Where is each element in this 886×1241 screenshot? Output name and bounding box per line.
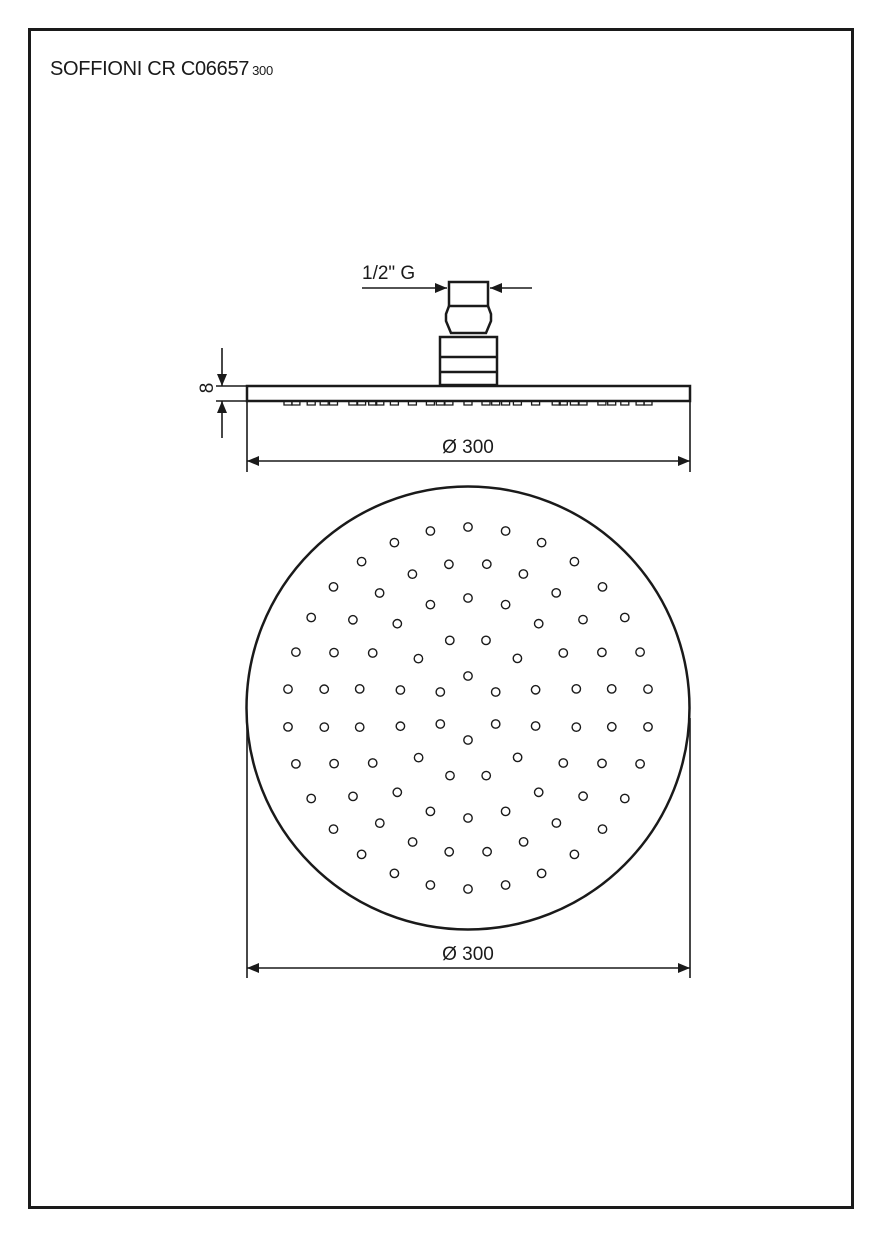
nozzle-hole xyxy=(501,527,509,535)
nozzle-hole xyxy=(446,636,454,644)
nozzle-hole xyxy=(636,760,644,768)
nozzle-hole xyxy=(357,557,365,565)
nozzle-hole xyxy=(552,589,560,597)
connector-nut xyxy=(446,306,491,333)
nozzle-hole xyxy=(482,636,490,644)
nozzle-hole xyxy=(446,771,454,779)
nozzle-hole xyxy=(608,685,616,693)
nozzle-hole xyxy=(570,850,578,858)
nozzle-hole xyxy=(414,753,422,761)
nozzle-hole xyxy=(329,825,337,833)
nozzle-hole xyxy=(483,560,491,568)
shower-head-side-view xyxy=(247,386,690,405)
nozzle-hole xyxy=(537,538,545,546)
nozzle-hole xyxy=(513,753,521,761)
nozzle-hole xyxy=(357,850,365,858)
nozzle-hole xyxy=(644,685,652,693)
nozzle-hole xyxy=(307,613,315,621)
nozzle-hole xyxy=(492,720,500,728)
nozzle-hole xyxy=(376,819,384,827)
nozzle-hole xyxy=(598,648,606,656)
nozzle-hole xyxy=(492,688,500,696)
nozzle-hole xyxy=(644,723,652,731)
shower-arm-connector xyxy=(440,282,497,385)
nozzle-pattern xyxy=(284,523,652,893)
nozzle-hole xyxy=(396,722,404,730)
nozzle-hole xyxy=(501,600,509,608)
nozzle-hole xyxy=(464,523,472,531)
nozzle-hole xyxy=(608,723,616,731)
nozzle-hole xyxy=(483,848,491,856)
nozzle-hole xyxy=(375,589,383,597)
nozzle-hole xyxy=(426,527,434,535)
nozzle-hole xyxy=(320,685,328,693)
nozzle-hole xyxy=(501,881,509,889)
nozzle-hole xyxy=(537,869,545,877)
nozzle-hole xyxy=(408,838,416,846)
nozzle-hole xyxy=(579,792,587,800)
nozzle-hole xyxy=(393,788,401,796)
connection-dimension-label: 1/2" G xyxy=(362,263,416,284)
shower-plate-outline xyxy=(247,487,690,930)
nozzle-hole xyxy=(464,594,472,602)
nozzle-hole xyxy=(531,722,539,730)
connector-thread xyxy=(449,282,488,306)
nozzle-hole xyxy=(531,686,539,694)
nozzle-hole xyxy=(579,615,587,623)
thickness-dimension xyxy=(216,348,247,438)
nozzle-hole xyxy=(356,723,364,731)
shower-plate-side xyxy=(247,386,690,401)
nozzle-hole xyxy=(369,649,377,657)
nozzle-hole xyxy=(307,794,315,802)
plan-diameter-label: Ø 300 xyxy=(442,944,494,965)
nozzle-hole xyxy=(621,613,629,621)
nozzle-hole xyxy=(436,688,444,696)
nozzle-hole xyxy=(390,538,398,546)
nozzle-hole xyxy=(349,616,357,624)
thickness-dimension-label: 8 xyxy=(197,382,219,394)
nozzle-hole xyxy=(572,723,580,731)
nozzle-hole xyxy=(519,838,527,846)
product-size: 300 xyxy=(252,63,273,78)
nozzle-hole xyxy=(535,620,543,628)
nozzle-hole xyxy=(414,654,422,662)
nozzle-hole xyxy=(519,570,527,578)
nozzle-hole xyxy=(349,792,357,800)
nozzle-hole xyxy=(284,723,292,731)
nozzle-hole xyxy=(535,788,543,796)
nozzle-hole xyxy=(513,654,521,662)
nozzle-hole xyxy=(393,620,401,628)
nozzle-hole xyxy=(559,759,567,767)
nozzle-hole xyxy=(292,760,300,768)
nozzle-hole xyxy=(464,736,472,744)
nozzle-hole xyxy=(426,807,434,815)
nozzle-hole xyxy=(426,881,434,889)
nozzle-hole xyxy=(330,759,338,767)
side-diameter-label: Ø 300 xyxy=(442,437,494,458)
nozzle-hole xyxy=(464,885,472,893)
nozzle-hole xyxy=(284,685,292,693)
nozzle-hole xyxy=(559,649,567,657)
nozzle-hole xyxy=(408,570,416,578)
nozzle-hole xyxy=(570,557,578,565)
nozzle-hole xyxy=(320,723,328,731)
nozzle-hole xyxy=(636,648,644,656)
nozzle-hole xyxy=(464,672,472,680)
product-series: SOFFIONI CR C06657 xyxy=(50,58,250,80)
nozzle-hole xyxy=(329,583,337,591)
nozzle-hole xyxy=(598,583,606,591)
nozzle-hole xyxy=(390,869,398,877)
plan-diameter-dimension xyxy=(247,718,690,978)
nozzle-hole xyxy=(598,759,606,767)
nozzle-hole xyxy=(369,759,377,767)
nozzle-hole xyxy=(292,648,300,656)
nozzle-hole xyxy=(330,648,338,656)
nozzle-hole xyxy=(598,825,606,833)
nozzle-hole xyxy=(482,771,490,779)
nozzle-hole xyxy=(396,686,404,694)
nozzle-hole xyxy=(552,819,560,827)
nozzle-hole xyxy=(445,848,453,856)
nozzle-hole xyxy=(572,685,580,693)
nozzle-hole xyxy=(464,814,472,822)
nozzle-hole xyxy=(621,794,629,802)
nozzle-hole xyxy=(445,560,453,568)
nozzle-hole xyxy=(426,600,434,608)
connector-base xyxy=(440,337,497,385)
nozzle-hole xyxy=(356,685,364,693)
shower-head-plan-view xyxy=(247,487,690,930)
nozzle-hole xyxy=(501,807,509,815)
nozzle-hole xyxy=(436,720,444,728)
